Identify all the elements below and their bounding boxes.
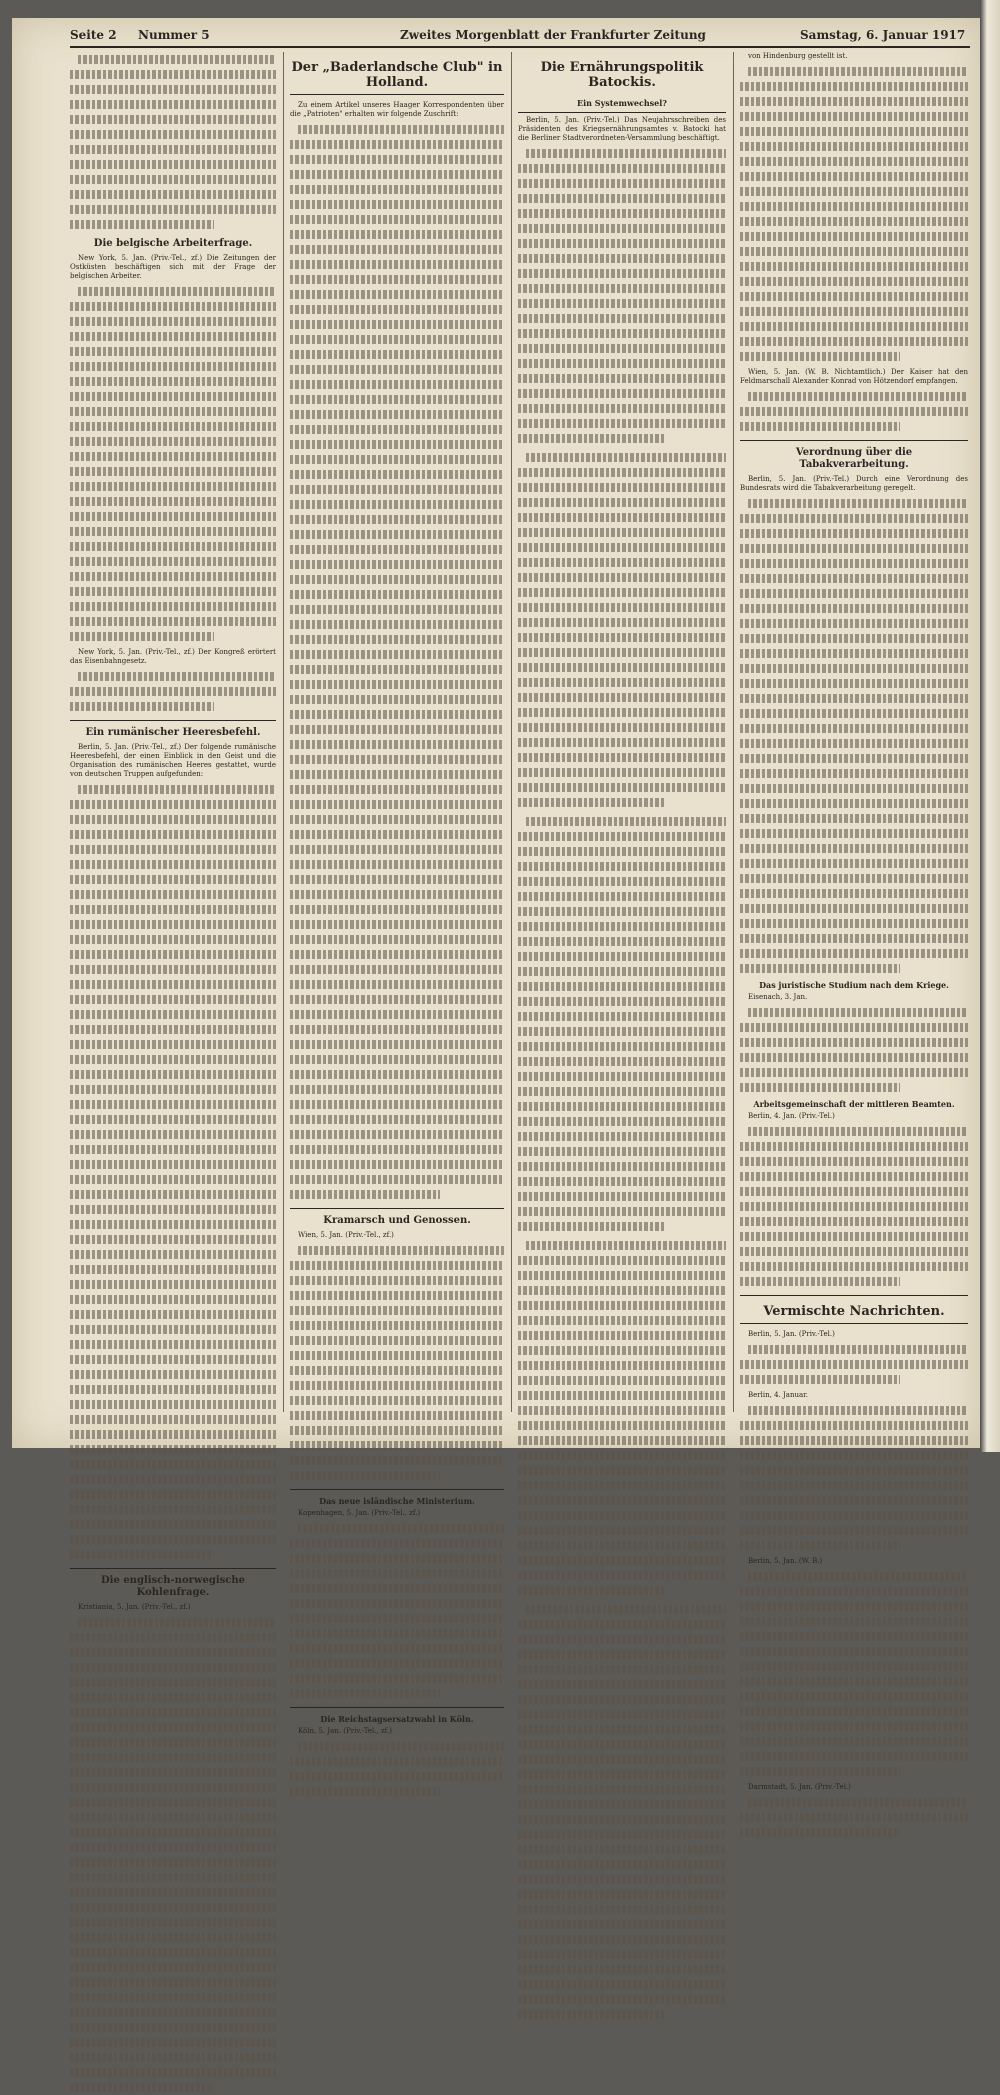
issue-date: Samstag, 6. Januar 1917: [800, 28, 966, 42]
column-3: [518, 52, 726, 1432]
text-block: [518, 814, 726, 1234]
text-block: [740, 389, 968, 434]
paper-title: Zweites Morgenblatt der Frankfurter Zeitung: [400, 28, 706, 42]
column-2: [290, 52, 504, 1735]
article-dateline: Berlin, 4. Januar.: [748, 1391, 808, 1399]
article-heading: Der „Baderlandsche Club" in Holland.: [290, 60, 504, 95]
text-block: [70, 669, 276, 714]
article-dateline: Darmstadt, 5. Jan. (Priv.-Tel.): [748, 1783, 851, 1791]
text-block: [70, 284, 276, 644]
article-dateline: Kopenhagen, 5. Jan. (Priv.-Tel., zf.): [298, 1509, 421, 1517]
text-block: [518, 450, 726, 810]
adjacent-page-edge: [980, 0, 1000, 1452]
article-intro: Zu einem Artikel unseres Haager Korrespondenten über die „Patrioten" erhalten wir folgende Zuschrift:: [290, 101, 504, 118]
masthead: [70, 24, 970, 48]
article-dateline: New York, 5. Jan. (Priv.-Tel., zf.) Die Zeitungen der Ostküsten beschäftigen sich mit der Frage der belgischen Arbeiter.: [70, 254, 276, 280]
article-dateline: Wien, 5. Jan. (W. B. Nichtamtlich.) Der Kaiser hat den Feldmarschall Alexander Konrad von Hötzendorf empfangen.: [740, 368, 968, 385]
article-heading: Ein rumänischer Heeresbefehl.: [85, 727, 261, 738]
page-number: Seite 2: [70, 28, 117, 42]
article-heading: Das neue isländische Ministerium.: [319, 1496, 475, 1506]
article-dateline: Berlin, 5. Jan. (Priv.-Tel., zf.) Der folgende rumänische Heeresbefehl, der einen Einblick in den Geist und die Organisation des rumänischen Heeres gestattet, wurde von deutschen Truppen aufgefunden:: [70, 743, 276, 778]
text-block: [740, 64, 968, 364]
article-heading: Verordnung über die Tabakverarbeitung.: [795, 447, 913, 470]
text-block: [518, 146, 726, 446]
article-dateline: Köln, 5. Jan. (Priv.-Tel., zf.): [298, 1727, 392, 1735]
text-block: [740, 496, 968, 976]
column-rule: [733, 52, 734, 1412]
text-block: [740, 1569, 968, 1779]
article-dateline: Berlin, 5. Jan. (Priv.-Tel.): [748, 1330, 835, 1338]
article-dateline: Berlin, 4. Jan. (Priv.-Tel.): [748, 1112, 835, 1120]
text-block: [70, 52, 276, 232]
column-rule: [511, 52, 512, 1412]
article-heading: Das juristische Studium nach dem Kriege.: [759, 980, 949, 990]
text-block: [290, 122, 504, 1202]
text-block: [70, 782, 276, 1562]
section-heading: Vermischte Nachrichten.: [740, 1304, 968, 1324]
text-block: [740, 1795, 968, 1840]
article-heading: Die Reichstagsersatzwahl in Köln.: [320, 1714, 474, 1724]
column-4: [740, 52, 968, 1791]
article-dateline: New York, 5. Jan. (Priv.-Tel., zf.) Der Kongreß erörtert das Eisenbahngesetz.: [70, 648, 276, 665]
article-dateline: Eisenach, 3. Jan.: [748, 993, 808, 1001]
column-rule: [283, 52, 284, 1412]
text-block: [740, 1342, 968, 1387]
issue-number: Nummer 5: [138, 28, 210, 42]
text-block: [518, 1602, 726, 2022]
article-heading: Die belgische Arbeiterfrage.: [93, 238, 253, 249]
article-heading: Kramarsch und Genossen.: [323, 1215, 471, 1226]
text-block: [290, 1739, 504, 1799]
text-block: [740, 1124, 968, 1289]
text-block: [740, 1403, 968, 1553]
article-dateline: Berlin, 5. Jan. (Priv.-Tel.) Durch eine Verordnung des Bundesrats wird die Tabakverarbeitung geregelt.: [740, 475, 968, 492]
text-block: [70, 1615, 276, 2095]
article-heading: Die Ernährungspolitik Batockis.: [540, 60, 704, 90]
article-subheading: Ein Systemwechsel?: [518, 98, 726, 113]
text-block: [290, 1243, 504, 1483]
column-1: [70, 52, 276, 1611]
article-heading: Arbeitsgemeinschaft der mittleren Beamten.: [753, 1099, 955, 1109]
text-block: [518, 1238, 726, 1598]
text-block: [740, 1005, 968, 1095]
article-dateline: Berlin, 5. Jan. (W. B.): [748, 1557, 823, 1565]
article-continuation: von Hindenburg gestellt ist.: [748, 52, 848, 60]
article-dateline: Berlin, 5. Jan. (Priv.-Tel.) Das Neujahrsschreiben des Präsidenten des Kriegsernährungsamtes v. Batocki hat die Berliner Stadtverordneten-Versammlung beschäftigt.: [518, 116, 726, 142]
article-dateline: Wien, 5. Jan. (Priv.-Tel., zf.): [298, 1231, 394, 1239]
article-heading: Die englisch-norwegische Kohlenfrage.: [101, 1575, 245, 1598]
article-dateline: Kristiania, 5. Jan. (Priv.-Tel., zf.): [78, 1603, 191, 1611]
text-block: [290, 1521, 504, 1701]
